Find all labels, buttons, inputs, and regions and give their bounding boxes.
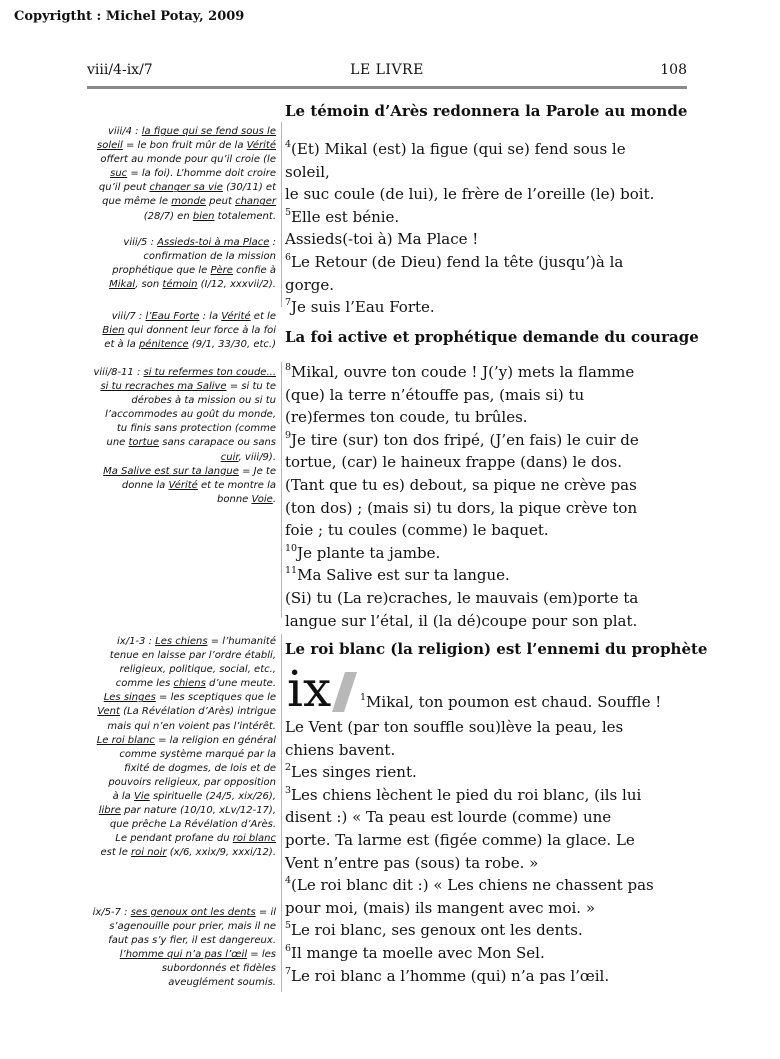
margin-note: viii/4 : la figue qui se fend sous le soleil = le bon fruit mûr de la Vérité offert au monde pour qu’il croie (le suc = la foi). L’homme doit croire qu’il peut changer sa vie (30/11) et que même le monde peut changer (28/7) en bien totalement. — [96, 126, 276, 222]
verse-line: porte. Ta larme est (figée comme) la glace. Le — [285, 830, 635, 849]
verse-line: langue sur l’étal, il (la dé)coupe pour son plat. — [285, 611, 638, 630]
margin-note: ix/5-7 : ses genoux ont les dents = il s’agenouille pour prier, mais il ne faut pas s’y fier, il est dangereux. l’homme qui n’a pas l’œil = les subordonnés et fidèles aveuglément soumis. — [92, 907, 276, 989]
margin-note: viii/8-11 : si tu refermes ton coude... si tu recraches ma Salive = si tu te dérobes à ta mission ou si tu l’accommodes au goût du monde, tu finis sans protection (comme une tortue sans carapace ou sans cuir, viii/9). Ma Salive est sur ta langue = Je te donne la Vérité et te montre la bonne Voie. — [93, 367, 276, 505]
verse-range: viii/4-ix/7 — [87, 62, 153, 78]
verse-line: chiens bavent. — [285, 740, 396, 759]
verse-line: le suc coule (de lui), le frère de l’oreille (le) boit. — [285, 185, 655, 204]
verse-line: Assieds(-toi à) Ma Place ! — [285, 230, 479, 249]
verse-line: soleil, — [285, 162, 330, 181]
page-header — [87, 62, 687, 80]
column-divider — [281, 362, 282, 618]
verse: $^2$Les singes rient. — [285, 762, 417, 782]
copyright-notice: Copyrigtht : Michel Potay, 2009 — [14, 9, 245, 24]
margin-note: viii/7 : l’Eau Forte : la Vérité et le Bien qui donnent leur force à la foi et à la pénitence (9/1, 33/30, etc.) — [102, 311, 276, 351]
verse-line: Vent n’entre pas (sous) ta robe. » — [285, 853, 539, 872]
column-divider — [281, 634, 282, 992]
verse-block — [285, 138, 685, 319]
verse: $^6$Le Retour (de Dieu) fend la tête (jusqu’)à la — [285, 251, 624, 271]
verse-line: Le Vent (par ton souffle sou)lève la peau, les — [285, 718, 624, 736]
page-number: 108 — [660, 62, 687, 78]
verse-line: (re)fermes ton coude, tu brûles. — [285, 408, 528, 427]
chapter-drop-cap — [285, 660, 360, 718]
verse: $^{10}$Je plante ta jambe. — [285, 542, 441, 562]
verse-block — [285, 716, 685, 987]
verse: $^5$Elle est bénie. — [285, 206, 400, 226]
verse: $^7$Le roi blanc a l’homme (qui) n’a pas l’œil. — [285, 965, 610, 985]
verse-line: (que) la terre n’étouffe pas, (mais si) tu — [285, 385, 585, 404]
slash-ornament-icon — [332, 670, 358, 714]
verse: $^5$Le roi blanc, ses genoux ont les dents. — [285, 920, 583, 940]
verse: $^{11}$Ma Salive est sur ta langue. — [285, 565, 510, 585]
column-divider — [281, 122, 282, 307]
book-title: LE LIVRE — [350, 62, 424, 78]
margin-note: ix/1-3 : Les chiens = l’humanité tenue en laisse par l’ordre établi, religieux, politique, social, etc., comme les chiens d’une meute. Les singes = les sceptiques que le Vent (La Révélation d’Arès) intrigue mais qui n’en voient pas l’intérêt. Le roi blanc = la religion en général comme système marqué par la fixité de dogmes, de lois et de pouvoirs religieux, par opposition à la Vie spirituelle (24/5, xix/26), libre par nature (10/10, xLv/12-17), que prêche La Révélation d’Arès. Le pendant profane du roi blanc est le roi noir (x/6, xxix/9, xxxi/12). — [96, 636, 276, 859]
verse-line: (ton dos) ; (mais si) tu dors, la pique crève ton — [285, 498, 638, 517]
verse-line: (Si) tu (La re)craches, le mauvais (em)porte ta — [285, 588, 639, 607]
margin-note: viii/5 : Assieds-toi à ma Place : confirmation de la mission prophétique que le Père confie à Mikal, son témoin (I/12, xxxvii/2). — [109, 237, 276, 291]
verse: $^9$Je tire (sur) ton dos fripé, (J’en fais) le cuir de — [285, 429, 639, 449]
verse-line: (Tant que tu es) debout, sa pique ne crève pas — [285, 475, 637, 494]
verse-line: gorge. — [285, 275, 335, 294]
section-heading: La foi active et prophétique demande du courage — [285, 328, 699, 346]
verse: $^4$(Le roi blanc dit :) « Les chiens ne chassent pas — [285, 875, 654, 895]
verse: $^7$Je suis l’Eau Forte. — [285, 297, 435, 317]
verse-block — [285, 361, 685, 632]
verse-line: tortue, (car) le haineux frappe (dans) le dos. — [285, 453, 623, 472]
verse: $^1$Mikal, ton poumon est chaud. Souffle ! — [360, 692, 662, 711]
verse: $^3$Les chiens lèchent le pied du roi blanc, (ils lui — [285, 784, 642, 804]
header-rule — [87, 86, 687, 89]
verse-line: foie ; tu coules (comme) le baquet. — [285, 521, 549, 540]
verse: $^8$Mikal, ouvre ton coude ! J(’y) mets la flamme — [285, 362, 635, 381]
chapter-number: ix — [287, 660, 332, 718]
verse-line: disent :) « Ta peau est lourde (comme) une — [285, 808, 612, 827]
verse: $^4$(Et) Mikal (est) la figue (qui se) fend sous le — [285, 139, 626, 158]
verse-line: pour moi, (mais) ils mangent avec moi. » — [285, 898, 596, 917]
section-heading: Le témoin d’Arès redonnera la Parole au monde — [285, 102, 688, 120]
section-heading: Le roi blanc (la religion) est l’ennemi du prophète — [285, 640, 708, 658]
verse: $^6$Il mange ta moelle avec Mon Sel. — [285, 942, 545, 962]
